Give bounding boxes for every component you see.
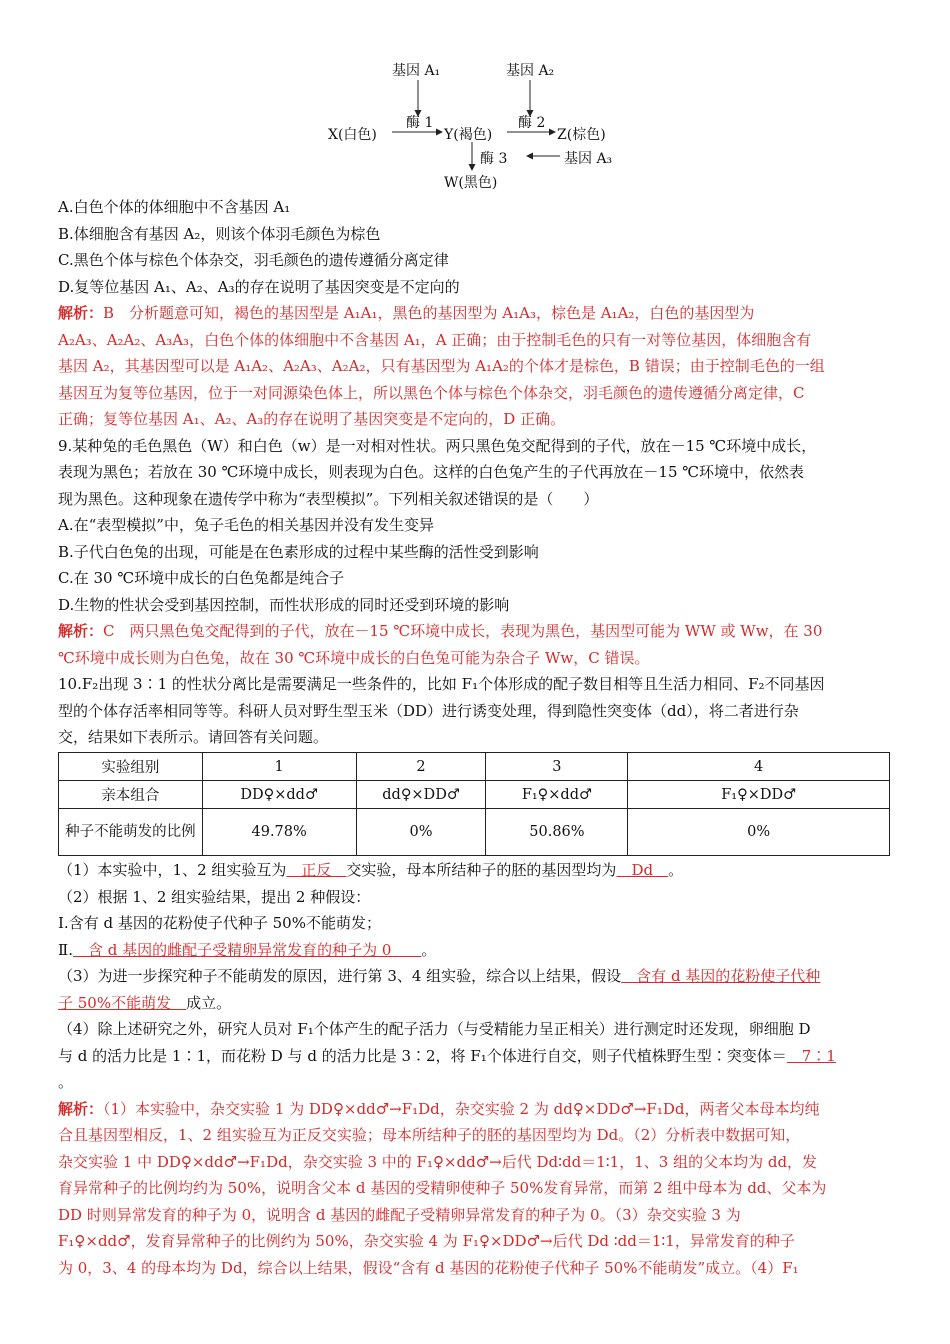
- q10-part4-line-1: （4）除上述研究之外，研究人员对 F₁个体产生的配子活力（与受精能力呈正相关）进行测定时还发现，卵细胞 D: [58, 1020, 811, 1038]
- q10-part2: （2）根据 1、2 组实验结果，提出 2 种假设：: [58, 887, 371, 906]
- q8-analysis-line-2: A₂A₃、A₂A₂、A₃A₃，白色个体的体细胞中不含基因 A₁，A 正确；由于控制毛色的只有一对等位基因，体细胞含有: [58, 330, 812, 349]
- enzyme3-label: 酶 3: [480, 151, 508, 167]
- table-row: [59, 781, 890, 809]
- table-cell: F₁♀×DD♂: [628, 781, 890, 809]
- table-cell: 4: [628, 753, 890, 781]
- q8-option-a: A.白色个体的体细胞中不含基因 A₁: [58, 198, 291, 216]
- answer-blank: 7∶1: [786, 1046, 836, 1065]
- table-cell: 0%: [356, 809, 486, 856]
- table-cell: 49.78%: [202, 809, 356, 856]
- q8-analysis-line-4: 基因互为复等位基因，位于一对同源染色体上，所以黑色个体与棕色个体杂交，羽毛颜色的遗传遵循分离定律，C: [58, 383, 805, 402]
- q9-analysis-label: 解析：: [58, 622, 104, 640]
- q9-stem-line-3: 现为黑色。这种现象在遗传学中称为“表型模拟”。下列相关叙述错误的是（ ）: [58, 489, 599, 508]
- gene-a2-label: 基因 A₂: [506, 63, 555, 79]
- table-cell: 种子不能萌发的比例: [59, 809, 203, 856]
- answer-blank: 正反: [286, 861, 347, 879]
- answer-blank: 含有 d 基因的花粉使子代种: [621, 967, 821, 985]
- table-cell: 实验组别: [59, 753, 203, 781]
- q10-analysis-line-1: 解析：（1）本实验中，杂交实验 1 为 DD♀×dd♂→F₁Dd，杂交实验 2 为 dd♀×DD♂→F₁Dd，两者父本母本均纯: [58, 1099, 820, 1118]
- q10-part3-line-2: 子 50%不能萌发 成立。: [58, 993, 232, 1012]
- answer-blank: 含 d 基因的雌配子受精卵异常发育的种子为 0: [72, 940, 422, 959]
- z-tan-label: Z(棕色): [557, 127, 606, 143]
- w-black-label: W(黑色): [444, 175, 498, 191]
- gene-a1-label: 基因 A₁: [392, 63, 441, 79]
- enzyme1-label: 酶 1: [406, 115, 434, 131]
- q10-hypothesis-1: Ⅰ.含有 d 基因的花粉使子代种子 50%不能萌发；: [58, 914, 381, 932]
- table-cell: 1: [202, 753, 356, 781]
- q8-option-d: D.复等位基因 A₁、A₂、A₃的存在说明了基因突变是不定向的: [58, 277, 460, 296]
- experiment-table: [58, 752, 890, 856]
- q10-analysis-line-2: 合且基因型相反，1、2 组实验互为正反交实验；母本所结种子的胚的基因型均为 Dd。（2）分析表中数据可知，: [58, 1126, 801, 1144]
- enzyme2-label: 酶 2: [518, 115, 546, 131]
- q10-stem-line-1: 10.F₂出现 3∶1 的性状分离比是需要满足一些条件的，比如 F₁个体形成的配子数目相等且生活力相同、F₂不同基因: [58, 675, 825, 693]
- q9-stem-line-1: 9.某种兔的毛色黑色（W）和白色（w）是一对相对性状。两只黑色兔交配得到的子代，放在－15 ℃环境中成长，: [58, 436, 817, 455]
- q10-analysis-line-4: 育异常种子的比例均约为 50%，说明含父本 d 基因的受精卵使种子 50%发育异常，而第 2 组中母本为 dd、父本为: [58, 1179, 827, 1197]
- q8-option-c: C.黑色个体与棕色个体杂交，羽毛颜色的遗传遵循分离定律: [58, 251, 449, 269]
- q10-analysis-line-3: 杂交实验 1 中 DD♀×dd♂→F₁Dd，杂交实验 3 中的 F₁♀×dd♂→后代 Dd∶dd＝1∶1，1、3 组的父本均为 dd，发: [58, 1152, 818, 1171]
- q10-analysis-line-6: F₁♀×dd♂，发育异常种子的比例约为 50%，杂交实验 4 为 F₁♀×DD♂→后代 Dd ∶dd＝1∶1，异常发育的种子: [58, 1232, 795, 1250]
- q10-analysis-label: 解析：: [58, 1099, 104, 1118]
- q10-stem-line-3: 交，结果如下表所示。请回答有关问题。: [58, 728, 329, 746]
- q8-option-b: B.体细胞含有基因 A₂，则该个体羽毛颜色为棕色: [58, 224, 381, 243]
- table-cell: DD♀×dd♂: [202, 781, 356, 809]
- q10-part1: （1）本实验中，1、2 组实验互为 正反 交实验，母本所结种子的胚的基因型均为 Dd 。: [58, 861, 684, 879]
- q10-analysis-line-5: DD 时则异常发育的种子为 0，说明含 d 基因的雌配子受精卵异常发育的种子为 0。（3）杂交实验 3 为: [58, 1205, 741, 1224]
- q9-analysis-line-1: 解析：C 两只黑色兔交配得到的子代，放在－15 ℃环境中成长，表现为黑色，基因型可能为 WW 或 Ww，在 30: [58, 622, 823, 640]
- q8-options: [58, 194, 894, 751]
- table-cell: F₁♀×dd♂: [486, 781, 628, 809]
- q10-stem-line-2: 型的个体存活率相同等等。科研人员对野生型玉米（DD）进行诱变处理，得到隐性突变体（dd），将二者进行杂: [58, 701, 799, 720]
- x-white-label: X(白色): [328, 127, 377, 143]
- table-row: [59, 809, 890, 856]
- q10-answers: [58, 857, 894, 1281]
- table-cell: 50.86%: [486, 809, 628, 856]
- table-cell: 2: [356, 753, 486, 781]
- y-brown-label: Y(褐色): [444, 127, 493, 143]
- table-header-row: [59, 753, 890, 781]
- q8-analysis-line-1: 解析：B 分析题意可知，褐色的基因型是 A₁A₁，黑色的基因型为 A₁A₃，棕色是 A₁A₂，白色的基因型为: [58, 304, 755, 322]
- answer-blank: Dd: [616, 861, 669, 879]
- gene-a3-label: 基因 A₃: [564, 151, 613, 167]
- q8-analysis-line-3: 基因 A₂，其基因型可以是 A₁A₂、A₂A₃、A₂A₂，只有基因型为 A₁A₂的个体才是棕色，B 错误；由于控制毛色的一组: [58, 357, 825, 375]
- answer-blank: 子 50%不能萌发: [58, 993, 187, 1012]
- gene-pathway-diagram: [320, 58, 640, 198]
- q9-option-d: D.生物的性状会受到基因控制，而性状形成的同时还受到环境的影响: [58, 595, 510, 614]
- q8-analysis-label: 解析：: [58, 304, 104, 322]
- q10-part4-line-2: 与 d 的活力比是 1∶1，而花粉 D 与 d 的活力比是 3∶2，将 F₁个体进行自交，则子代植株野生型∶突变体＝ 7∶1: [58, 1046, 836, 1065]
- q9-analysis-line-2: ℃环境中成长则为白色兔，故在 30 ℃环境中成长的白色兔可能为杂合子 Ww，C 错误。: [58, 648, 650, 667]
- q10-part4-end: 。: [58, 1073, 74, 1091]
- q9-option-b: B.子代白色兔的出现，可能是在色素形成的过程中某些酶的活性受到影响: [58, 542, 539, 561]
- q10-part3-line-1: （3）为进一步探究种子不能萌发的原因，进行第 3、4 组实验，综合以上结果，假设 含有 d 基因的花粉使子代种: [58, 967, 821, 985]
- q10-hypothesis-2: Ⅱ. 含 d 基因的雌配子受精卵异常发育的种子为 0 。: [58, 940, 437, 959]
- q9-option-a: A.在“表型模拟”中，兔子毛色的相关基因并没有发生变异: [58, 516, 434, 534]
- table-cell: 0%: [628, 809, 890, 856]
- q8-analysis-line-5: 正确；复等位基因 A₁、A₂、A₃的存在说明了基因突变是不定向的，D 正确。: [58, 410, 566, 428]
- q10-analysis-line-7: 为 0，3、4 的母本均为 Dd，综合以上结果，假设“含有 d 基因的花粉使子代种子 50%不能萌发”成立。（4）F₁: [58, 1258, 799, 1277]
- table-cell: 3: [486, 753, 628, 781]
- table-cell: 亲本组合: [59, 781, 203, 809]
- q9-stem-line-2: 表现为黑色；若放在 30 ℃环境中成长，则表现为白色。这样的白色兔产生的子代再放在－15 ℃环境中，依然表: [58, 463, 805, 481]
- q9-option-c: C.在 30 ℃环境中成长的白色兔都是纯合子: [58, 569, 345, 587]
- table-cell: dd♀×DD♂: [356, 781, 486, 809]
